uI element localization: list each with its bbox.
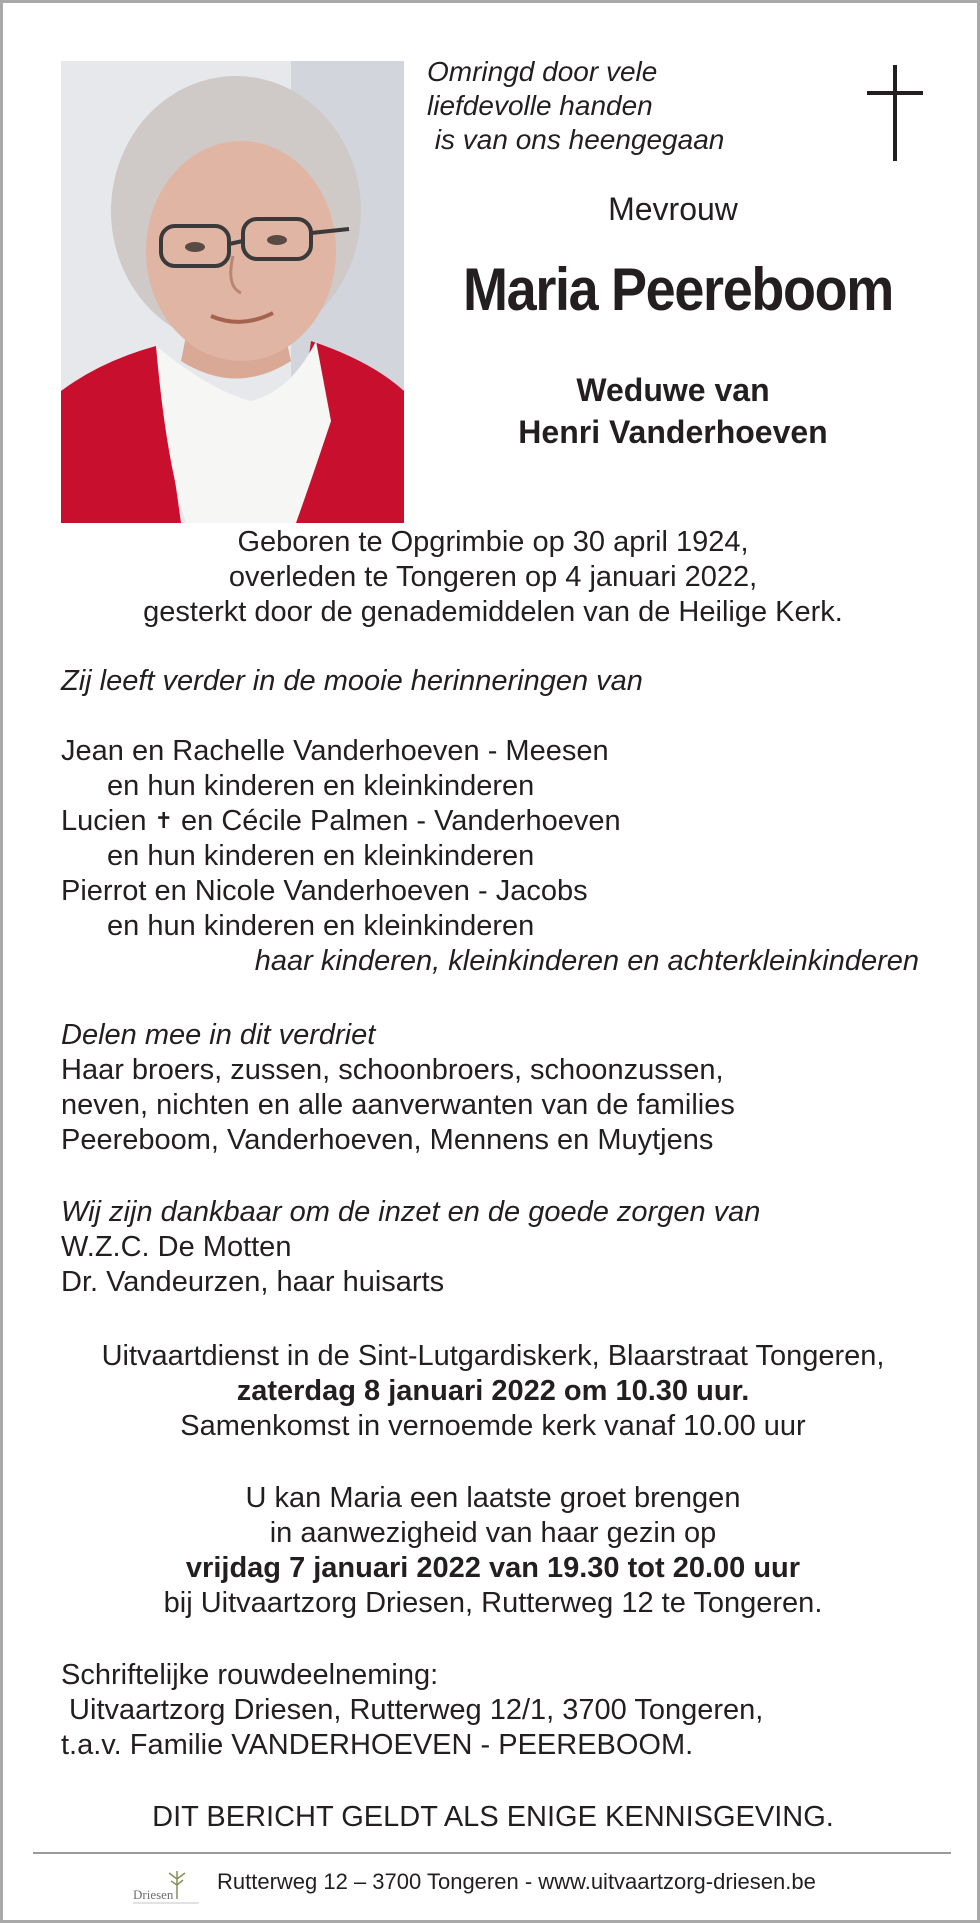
title-honorific: Mevrouw [608, 191, 738, 227]
funeral-place: Uitvaartdienst in de Sint-Lutgardiskerk, Blaarstraat Tongeren, [101, 1340, 885, 1372]
intro-line: Omringd door vele [427, 56, 658, 87]
thanks-line: Dr. Vandeurzen, haar huisarts [61, 1266, 445, 1298]
memories-heading: Zij leeft verder in de mooie herinneringen van [61, 665, 643, 697]
cross-icon [867, 65, 923, 161]
family-summary: haar kinderen, kleinkinderen en achterkleinkinderen [254, 945, 919, 977]
logo-text: Driesen [133, 1887, 174, 1902]
sole-notice: DIT BERICHT GELDT ALS ENIGE KENNISGEVING. [152, 1801, 834, 1833]
intro-line: liefdevolle handen [427, 90, 653, 121]
birth-line: Geboren te Opgrimbie op 30 april 1924, [237, 526, 749, 558]
portrait-illustration [61, 61, 404, 523]
family-descendants: en hun kinderen en kleinkinderen [107, 910, 535, 942]
condolence-address: Uitvaartzorg Driesen, Rutterweg 12/1, 3700 Tongeren, [61, 1694, 764, 1726]
deceased-name: Maria Peereboom [463, 256, 893, 323]
family-descendants: en hun kinderen en kleinkinderen [107, 840, 535, 872]
spouse-name: Henri Vanderhoeven [518, 414, 828, 450]
family-member: Jean en Rachelle Vanderhoeven - Meesen [61, 735, 609, 767]
widow-label: Weduwe van [576, 372, 770, 408]
portrait-photo [61, 61, 404, 523]
grief-line: neven, nichten en alle aanverwanten van de families [61, 1089, 735, 1121]
intro-verse [427, 55, 724, 157]
grief-heading: Delen mee in dit verdriet [61, 1019, 376, 1051]
driesen-logo [133, 1865, 199, 1911]
deceased-cross-icon: ✝ [154, 808, 173, 833]
visit-date: vrijdag 7 januari 2022 van 19.30 tot 20.00 uur [185, 1552, 801, 1584]
visit-place: bij Uitvaartzorg Driesen, Rutterweg 12 te Tongeren. [163, 1587, 823, 1619]
thanks-line: W.Z.C. De Motten [61, 1231, 292, 1263]
funeral-meeting: Samenkomst in vernoemde kerk vanaf 10.00 uur [180, 1410, 806, 1442]
death-line: overleden te Tongeren op 4 januari 2022, [228, 561, 758, 593]
widow-of [443, 369, 903, 453]
funeral-date: zaterdag 8 januari 2022 om 10.30 uur. [236, 1375, 750, 1407]
footer-divider [33, 1852, 951, 1854]
grief-line: Peereboom, Vanderhoeven, Mennens en Muytjens [61, 1124, 714, 1156]
intro-line: is van ons heengegaan [427, 124, 725, 155]
grief-line: Haar broers, zussen, schoonbroers, schoonzussen, [61, 1054, 724, 1086]
family-member: Pierrot en Nicole Vanderhoeven - Jacobs [61, 875, 588, 907]
family-member-rest: en Cécile Palmen - Vanderhoeven [181, 805, 621, 837]
footer-address: Rutterweg 12 – 3700 Tongeren - www.uitvaartzorg-driesen.be [217, 1869, 816, 1894]
visit-line: in aanwezigheid van haar gezin op [269, 1517, 717, 1549]
visit-line: U kan Maria een laatste groet brengen [245, 1482, 741, 1514]
thanks-heading: Wij zijn dankbaar om de inzet en de goede zorgen van [61, 1196, 761, 1228]
family-member [61, 804, 621, 840]
family-member-name: Lucien [61, 805, 147, 837]
condolence-attention: t.a.v. Familie VANDERHOEVEN - PEEREBOOM. [61, 1729, 694, 1761]
family-descendants: en hun kinderen en kleinkinderen [107, 770, 535, 802]
condolence-heading: Schriftelijke rouwdeelneming: [61, 1659, 439, 1691]
sacrament-line: gesterkt door de genademiddelen van de Heilige Kerk. [143, 596, 843, 628]
